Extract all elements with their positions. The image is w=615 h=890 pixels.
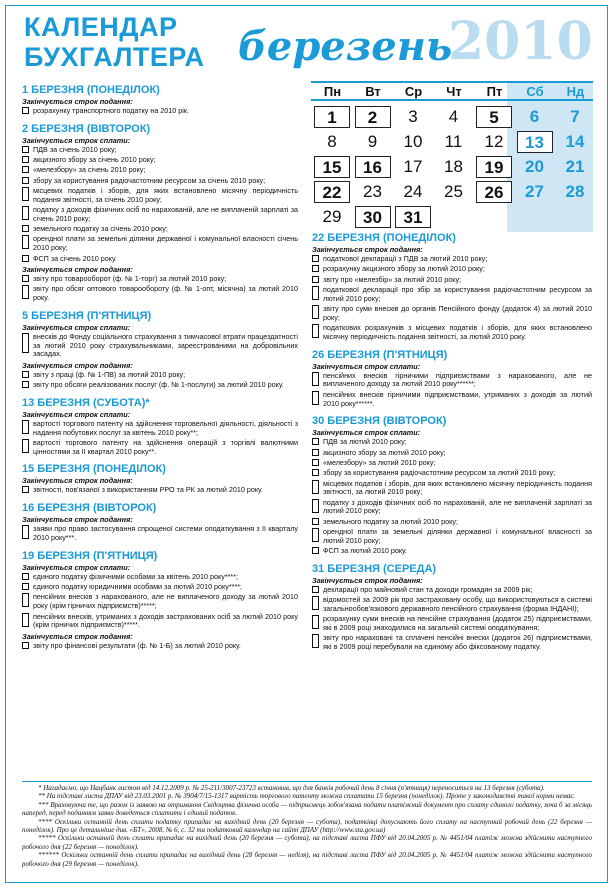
checklist-item-text: акцизного збору за січень 2010 року; <box>33 155 156 165</box>
calendar-day: 13 <box>517 131 553 153</box>
weekday-header: Нд <box>566 84 585 99</box>
calendar-day: 9 <box>367 132 378 151</box>
checklist-item <box>312 596 592 614</box>
checklist-item <box>22 642 298 651</box>
checkbox[interactable] <box>312 324 319 338</box>
checklist-item-text: єдиного податку фізичними особами за квітень 2010 року****; <box>33 571 239 581</box>
checklist-item-text: пенсійних внесків, утриманих з доходів застрахованих осіб за лютий 2010 року (крім гірничих підприємств)*****. <box>33 611 298 630</box>
section-subtitle: Закінчується строк сплати: <box>312 361 421 371</box>
checklist-item-text: єдиного податку юридичними особами за лютий 2010 року****; <box>33 582 243 592</box>
checklist-item <box>312 528 592 546</box>
checkbox[interactable] <box>312 586 319 593</box>
calendar-day: 14 <box>565 132 585 151</box>
header-title-line2: БУХГАЛТЕРА <box>24 42 205 72</box>
checklist-item <box>312 324 592 342</box>
checklist-item-text: заяви про право застосування спрощеної системи оподаткування з ІІ кварталу 2010 року***. <box>33 524 298 543</box>
calendar-day: 19 <box>476 156 512 178</box>
section-subtitle: Закінчується строк подання: <box>22 264 133 274</box>
checklist-item <box>312 276 592 285</box>
calendar-day: 27 <box>525 182 544 201</box>
section-title: 15 БЕРЕЗНЯ (ПОНЕДІЛОК) <box>22 463 166 476</box>
calendar-day: 1 <box>314 106 350 128</box>
checklist-item-text: звіту з праці (ф. № 1-ПВ) за лютий 2010 року; <box>33 369 186 379</box>
checklist-item-text: «мелезбору» за січень 2010 року; <box>33 165 146 175</box>
checklist-item-text: розрахунку суми внесків на пенсійне страхування (додаток 25) підприємствами, які в 2009 році знаходилися на загальній системі оподаткування; <box>323 614 592 633</box>
checklist-item <box>22 525 298 543</box>
checklist-item-text: земельного податку за лютий 2010 року; <box>323 516 458 526</box>
checklist-item-text: «мелезбору» за лютий 2010 року; <box>323 457 436 467</box>
checkbox[interactable] <box>312 634 319 648</box>
checklist-item-text: збору за користування радіочастотним ресурсом за лютий 2010 року; <box>323 468 556 478</box>
checkbox[interactable] <box>22 107 29 114</box>
checklist-item-text: ФСП за січень 2010 року. <box>33 253 117 263</box>
checkbox[interactable] <box>22 642 29 649</box>
checklist-item <box>22 371 298 380</box>
checklist-item <box>22 613 298 631</box>
calendar-day: 30 <box>355 206 391 228</box>
weekday-header: Чт <box>446 84 462 99</box>
calendar-day: 8 <box>327 132 337 151</box>
calendar-day: 12 <box>484 132 504 151</box>
checkbox[interactable] <box>22 177 29 184</box>
checklist-item <box>22 593 298 611</box>
calendar-day: 5 <box>476 106 512 128</box>
calendar-day: 7 <box>570 107 580 126</box>
checklist-item-text: податкових розрахунків з місцевих податків і зборів, для яких встановлено місячну періодичність подання звітності, за лютий 2010 року. <box>323 323 592 341</box>
section-title: 30 БЕРЕЗНЯ (ВІВТОРОК) <box>312 415 447 428</box>
checklist-item <box>312 547 592 556</box>
checkbox[interactable] <box>312 518 319 525</box>
checklist-item-text: пенсійних внесків гірничими підприємствами з нарахованого, але не виплаченого доходу за лютий 2010 року******; <box>323 370 592 389</box>
checklist-item <box>22 187 298 205</box>
checklist-item-text: ПДВ за січень 2010 року; <box>33 144 117 154</box>
checkbox[interactable] <box>312 469 319 476</box>
checkbox[interactable] <box>22 371 29 378</box>
calendar-day: 22 <box>314 181 350 203</box>
section-subtitle: Закінчується строк сплати: <box>22 135 131 145</box>
checklist-item-text: декларації про майновий стан та доходи громадян за 2009 рік; <box>323 584 533 594</box>
header-title-line1: КАЛЕНДАР <box>24 12 178 42</box>
footnote: *** Враховуючи те, що разом із заявою на отримання Свідоцтва фізична особа — підприємець зобов'язана подати платіжний документ про сплату єдиного податку, хоча б за місяць наперед, перед поданням заяви доведеться сплатити і єдиний податок. <box>22 800 592 818</box>
checklist-item <box>312 480 592 498</box>
checkbox[interactable] <box>312 615 319 629</box>
checkbox[interactable] <box>312 265 319 272</box>
section-title: 2 БЕРЕЗНЯ (ВІВТОРОК) <box>22 122 151 135</box>
checkbox[interactable] <box>312 480 319 494</box>
checkbox[interactable] <box>22 255 29 262</box>
checklist-item <box>312 499 592 517</box>
checklist-item-text: податкової декларації про збір за користування радіочастотним ресурсом за лютий 2010 року; <box>323 284 592 303</box>
calendar-day: 17 <box>403 157 423 176</box>
checkbox[interactable] <box>22 381 29 388</box>
checklist-item <box>22 381 298 390</box>
header-year: 2010 <box>448 11 593 72</box>
checkbox[interactable] <box>312 449 319 456</box>
checklist-item-text: податку з доходів фізичних осіб по нарахованій, але не виплаченій зарплаті за січень 2010 року; <box>33 205 298 223</box>
checklist-item-text: пенсійних внесків гірничими підприємствами, утриманих з доходів за лютий 2010 року******. <box>323 389 592 408</box>
checkbox[interactable] <box>22 146 29 153</box>
checkbox[interactable] <box>22 420 29 434</box>
checklist-item <box>312 286 592 304</box>
weekday-header: Сб <box>526 84 544 99</box>
calendar-day: 24 <box>403 182 423 201</box>
calendar-day: 2 <box>355 106 391 128</box>
checkbox[interactable] <box>22 593 29 607</box>
checklist-item <box>22 285 298 303</box>
checkbox[interactable] <box>22 333 29 353</box>
checklist-item <box>22 206 298 224</box>
calendar-day: 11 <box>444 132 463 151</box>
checkbox[interactable] <box>22 583 29 590</box>
section-subtitle: Закінчується строк подання: <box>312 575 423 585</box>
checklist-item-text: звіту про нараховані та сплачені пенсійні внески (додаток 26) підприємствами, які в 2009 році перебували на єдиному або фіксованому податку. <box>323 633 592 652</box>
checklist-item <box>312 586 592 595</box>
checkbox[interactable] <box>22 166 29 173</box>
checkbox[interactable] <box>312 499 319 513</box>
calendar-day: 20 <box>525 157 544 176</box>
checklist-item-text: орендної плати за земельні ділянки державної і комунальної власності за лютий 2010 року; <box>323 527 592 545</box>
checklist-item <box>312 459 592 468</box>
section-title: 19 БЕРЕЗНЯ (П'ЯТНИЦЯ) <box>22 549 158 562</box>
checklist-item-text: звіту про «мелезбір» за лютий 2010 року; <box>323 274 462 284</box>
checklist-item-text: ФСП за лютий 2010 року. <box>323 546 407 556</box>
checklist-item-text: податкової декларації з ПДВ за лютий 2010 року; <box>323 254 488 263</box>
section-title: 13 БЕРЕЗНЯ (СУБОТА)* <box>22 396 150 409</box>
section-subtitle: Закінчується строк подання: <box>22 631 133 641</box>
section-title: 1 БЕРЕЗНЯ (ПОНЕДІЛОК) <box>22 84 160 96</box>
left-column <box>22 84 298 652</box>
checklist-item <box>312 255 592 264</box>
checklist-item <box>312 305 592 323</box>
section-subtitle: Закінчується строк сплати: <box>22 562 131 572</box>
checklist-item-text: акцизного збору за лютий 2010 року; <box>323 447 446 457</box>
header-title <box>24 12 205 72</box>
calendar-day: 18 <box>444 157 463 176</box>
section-subtitle: Закінчується строк подання: <box>22 97 133 106</box>
calendar-day: 21 <box>565 157 585 176</box>
checklist-item-text: звіту про товарооборот (ф. № 1-торг) за лютий 2010 року; <box>33 273 227 283</box>
section-subtitle: Закінчується строк подання: <box>22 515 133 525</box>
calendar-day: 23 <box>363 182 382 201</box>
footnotes <box>22 784 592 868</box>
calendar-day: 29 <box>322 207 342 226</box>
checklist-item <box>22 333 298 359</box>
checkbox[interactable] <box>22 573 29 580</box>
checkbox[interactable] <box>22 613 29 627</box>
footnote: ***** Оскільки останній день сплати припадає на вихідний день (20 березня — субота), на підставі листа ПФУ від 20.04.2005 р. № 4451/04 платіж можна здійснити наступного робочого дня (22 березня — понеділок). <box>22 834 592 851</box>
weekday-header: Вт <box>365 84 381 99</box>
checklist-item-text: ПДВ за лютий 2010 року; <box>323 437 407 447</box>
checkbox[interactable] <box>312 547 319 554</box>
checklist-item-text: звіту про обсяг оптового товарообороту (ф. № 1-опт, місячна) за лютий 2010 року. <box>33 284 298 302</box>
checkbox[interactable] <box>312 372 319 386</box>
calendar-day: 6 <box>529 107 540 126</box>
checklist-item <box>22 420 298 438</box>
footnote: ****** Оскільки останній день сплати припадає на вихідний день (28 березня — неділя), на підставі листа ПФУ від 20.04.2005 р. № 4451/04 платіж можна здійснити наступного робочого дня (29 березня — понеділок). <box>22 851 592 868</box>
section-subtitle: Закінчується строк сплати: <box>22 322 131 332</box>
calendar-day: 15 <box>314 156 350 178</box>
checklist-item-text: вартості торгового патенту на здійснення операцій з торгівлі валютними цінностями за ІІ квартал 2010 року**. <box>33 437 298 456</box>
calendar-day: 4 <box>448 107 459 126</box>
checklist-item-text: розрахунку акцизного збору за лютий 2010 року; <box>323 264 485 274</box>
checklist-item-text: місцевих податків і зборів, для яких встановлено місячну періодичність подання звітності, за лютий 2010 року; <box>323 478 592 497</box>
checklist-item-text: земельного податку за січень 2010 року; <box>33 224 168 234</box>
checklist-item-text: звітності, пов'язаної з використанням РРО та РК за лютий 2010 року. <box>33 485 263 495</box>
checklist-item <box>312 449 592 458</box>
checklist-item <box>22 486 298 495</box>
checkbox[interactable] <box>312 459 319 466</box>
notes-divider <box>22 781 592 782</box>
checkbox[interactable] <box>22 225 29 232</box>
checklist-item <box>312 391 592 409</box>
checkbox[interactable] <box>22 525 29 539</box>
checkbox[interactable] <box>312 391 319 405</box>
checklist-item-text: відомостей за 2009 рік про застраховану особу, що використовуються в системі загальнообов'язкового державного пенсійного страхування (форма ІНДАНІ); <box>323 595 592 614</box>
calendar-day: 26 <box>476 181 512 203</box>
section-subtitle: Закінчується строк подання: <box>22 476 133 486</box>
checkbox[interactable] <box>22 439 29 453</box>
checklist-item-text: внесків до Фонду соціального страхування з тимчасової втрати працездатності за лютий 2010 року страхувальниками, зареєстрованими на добровільних засадах. <box>33 331 298 359</box>
checkbox[interactable] <box>22 486 29 493</box>
checkbox[interactable] <box>312 286 319 300</box>
checklist-item <box>22 275 298 284</box>
checkbox[interactable] <box>312 305 319 319</box>
checklist-item-text: місцевих податків і зборів, для яких встановлено місячну періодичність подання звітності, за січень 2010 року; <box>33 185 298 204</box>
footnote: **** Оскільки останній день сплати податку припадає на вихідний день (20 березня — субота), податківці допускають його сплату на наступний робочий день (22 березня — понеділок). Про це детальніше див. «БТ», 2008, № 6, с. 32 та податковий календар на сайті ДПАУ (http://www.sta.gov.ua) <box>22 817 592 835</box>
checklist-item-text: звіту про обсяги реалізованих послуг (ф. № 1-послуги) за лютий 2010 року. <box>33 379 284 389</box>
checklist-item <box>312 372 592 390</box>
weekday-header: Пт <box>486 84 503 99</box>
checklist-item <box>22 235 298 253</box>
checkbox[interactable] <box>312 528 319 542</box>
checklist-item <box>22 107 298 116</box>
checklist-item-text: вартості торгового патенту на здійснення торговельної діяльності, діяльності з надання побутових послуг за квітень 2010 року**; <box>33 418 298 437</box>
checkbox[interactable] <box>22 187 29 201</box>
calendar-day: 28 <box>565 182 585 201</box>
checklist-item <box>22 166 298 175</box>
checklist-item-text: звіту про суми внесків до органів Пенсійного фонду (додаток 4) за лютий 2010 року; <box>323 303 592 322</box>
checkbox[interactable] <box>312 438 319 445</box>
right-column <box>312 232 592 654</box>
checklist-item <box>22 146 298 155</box>
section-title: 26 БЕРЕЗНЯ (П'ЯТНИЦЯ) <box>312 348 448 361</box>
calendar-day: 31 <box>395 206 431 228</box>
checkbox[interactable] <box>312 276 319 283</box>
checklist-item-text: орендної плати за земельні ділянки державної і комунальної власності січень 2010 року; <box>33 234 298 253</box>
checkbox[interactable] <box>22 206 29 220</box>
checklist-item <box>312 634 592 652</box>
header-month: березень <box>238 23 453 70</box>
calendar-day: 25 <box>444 182 463 201</box>
checklist-item-text: звіту про фінансові результати (ф. № 1-Б) за лютий 2010 року. <box>33 640 241 650</box>
checklist-item-text: розрахунку транспортного податку на 2010 рік. <box>33 106 190 115</box>
checkbox[interactable] <box>22 235 29 249</box>
checklist-item-text: збору за користування радіочастотним ресурсом за січень 2010 року; <box>33 175 266 185</box>
section-subtitle: Закінчується строк подання: <box>312 245 423 254</box>
section-subtitle: Закінчується строк сплати: <box>312 428 421 438</box>
month-calendar <box>311 81 593 232</box>
calendar-day: 3 <box>408 107 418 126</box>
checklist-item <box>22 439 298 457</box>
calendar-day: 16 <box>355 156 391 178</box>
checkbox[interactable] <box>22 285 29 299</box>
section-subtitle: Закінчується строк сплати: <box>22 409 131 419</box>
checklist-item <box>312 438 592 447</box>
footnote: ** На підставі листа ДПАУ від 23.03.2001 р. № 3904/7/15-1317 вартість торгового патенту можна сплатити 15 березня (понеділок). Проте у законодавстві такої норми немає. <box>38 792 576 801</box>
section-title: 5 БЕРЕЗНЯ (П'ЯТНИЦЯ) <box>22 309 152 322</box>
checklist-item-text: податку з доходів фізичних осіб по нарахованій, але не виплаченій зарплаті за лютий 2010 року; <box>323 497 592 516</box>
section-title: 16 БЕРЕЗНЯ (ВІВТОРОК) <box>22 502 157 515</box>
checklist-item <box>22 177 298 186</box>
checklist-item-text: пенсійних внесків з нарахованого, але не виплаченого доходу за лютий 2010 року (крім гірничих підприємств)*****; <box>33 592 298 611</box>
weekday-header: Ср <box>404 84 423 99</box>
checklist-item <box>22 156 298 165</box>
section-title: 22 БЕРЕЗНЯ (ПОНЕДІЛОК) <box>312 232 456 244</box>
checklist-item <box>22 583 298 592</box>
checklist-item <box>312 265 592 274</box>
checklist-item <box>22 225 298 234</box>
checkbox[interactable] <box>22 275 29 282</box>
checklist-item <box>22 573 298 582</box>
checklist-item <box>312 615 592 633</box>
section-subtitle: Закінчується строк подання: <box>22 360 133 370</box>
calendar-day: 10 <box>403 132 423 151</box>
checklist-item <box>312 469 592 478</box>
checkbox[interactable] <box>22 156 29 163</box>
checklist-item <box>312 518 592 527</box>
footnote: * Нагадаємо, що Нацбанк листом від 14.12.2009 р. № 25-211/3007-23723 встановив, що для банків робочий день 8 січня (п'ятниця) переноситься на 13 березня (субота). <box>38 784 545 792</box>
checklist-item <box>22 255 298 264</box>
checkbox[interactable] <box>312 255 319 262</box>
section-title: 31 БЕРЕЗНЯ (СЕРЕДА) <box>312 562 437 575</box>
weekday-header: Пн <box>323 84 342 99</box>
checkbox[interactable] <box>312 596 319 610</box>
